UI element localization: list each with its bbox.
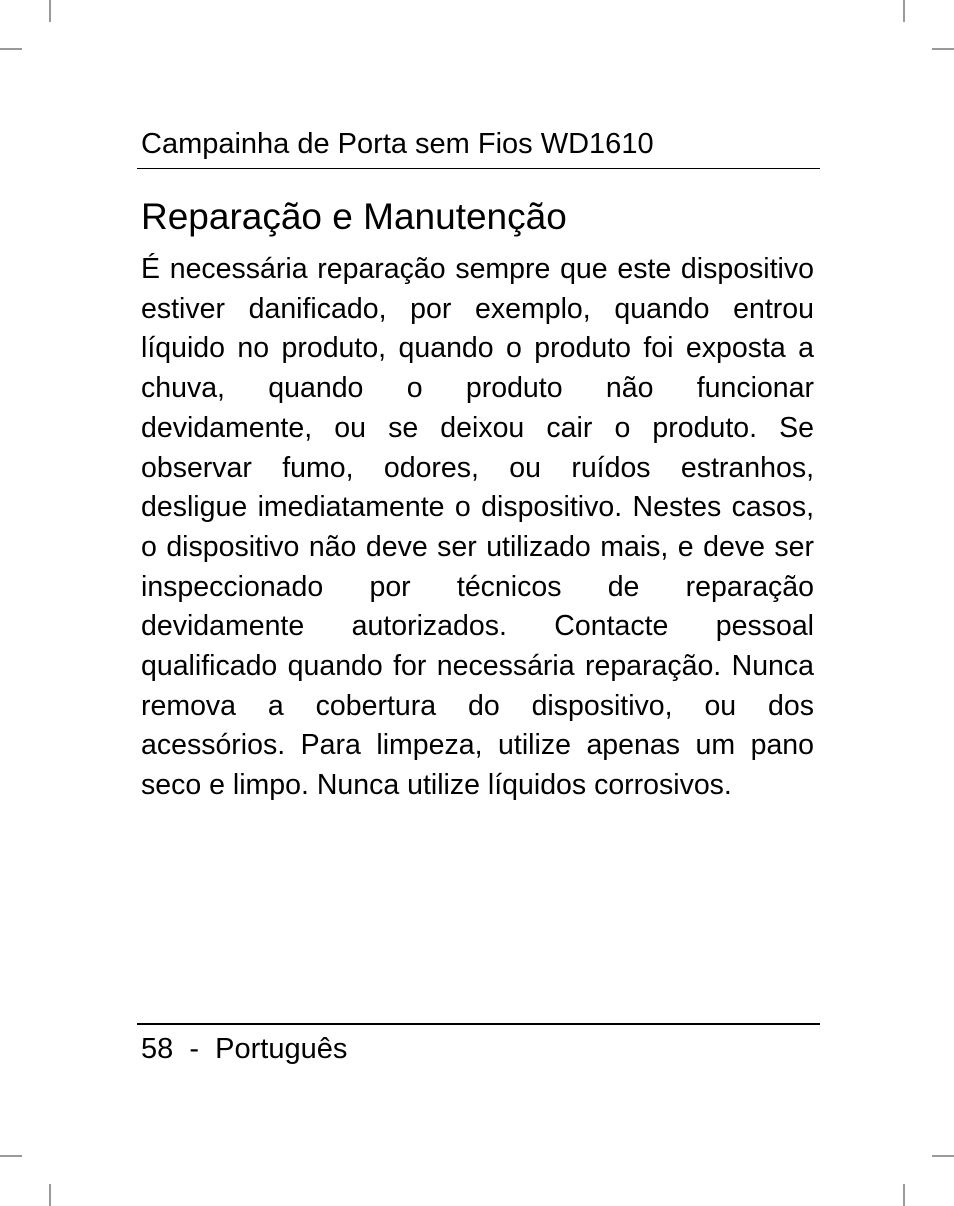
header-rule — [137, 168, 820, 169]
crop-mark-bottom-right-vertical — [903, 1184, 905, 1206]
crop-mark-top-right-horizontal — [932, 48, 954, 50]
crop-mark-bottom-left-vertical — [49, 1184, 51, 1206]
crop-mark-top-right-vertical — [903, 0, 905, 22]
running-header: Campainha de Porta sem Fios WD1610 — [141, 128, 654, 160]
page-footer: 58 - Português — [141, 1033, 348, 1065]
section-title: Reparação e Manutenção — [141, 196, 567, 237]
section-body-text: É necessária reparação sempre que este dispositivo estiver danificado, por exemplo, quando entrou líquido no produto, quando o produto foi exposta a chuva, quando o produto não funcionar devidamente, ou se deixou cair o produto. Se observar fumo, odores, ou ruídos estranhos, desligue imediatamente o dispositivo. Nestes casos, o dispositivo não deve ser utilizado mais, e deve ser inspeccionado por técnicos de reparação devidamente autorizados. Contacte pessoal qualificado quando for necessária reparação. Nunca remova a cobertura do dispositivo, ou dos acessórios. Para limpeza, utilize apenas um pano seco e limpo. Nunca utilize líquidos corrosivos. — [141, 253, 814, 802]
crop-mark-top-left-horizontal — [0, 48, 22, 50]
footer-rule — [137, 1023, 820, 1025]
crop-mark-top-left-vertical — [49, 0, 51, 22]
crop-mark-bottom-left-horizontal — [0, 1155, 22, 1157]
crop-mark-bottom-right-horizontal — [932, 1155, 954, 1157]
